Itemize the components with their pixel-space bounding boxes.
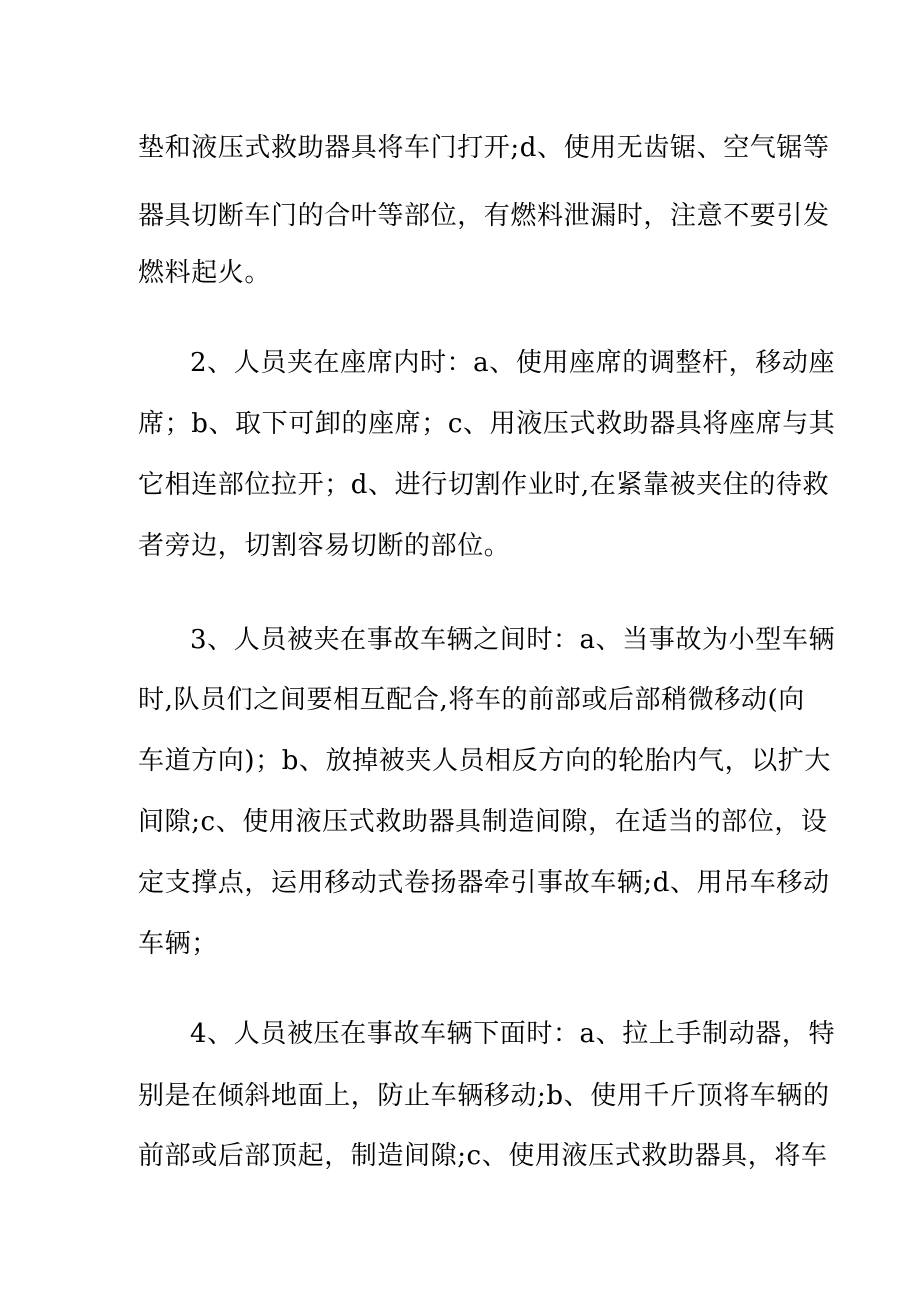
paragraph-3-line-3: 车道方向)；b、放掉被夹人员相反方向的轮胎内气，以扩大 <box>138 746 831 776</box>
paragraph-2-line-1: 2、人员夹在座席内时：a、使用座席的调整杆，移动座 <box>190 348 836 378</box>
paragraph-1-line-2: 器具切断车门的合叶等部位，有燃料泄漏时，注意不要引发 <box>138 201 830 231</box>
paragraph-3-line-1: 3、人员被夹在事故车辆之间时：a、当事故为小型车辆 <box>190 625 836 655</box>
paragraph-3-line-5: 定支撑点，运用移动式卷扬器牵引事故车辆;d、用吊车移动 <box>138 868 830 898</box>
paragraph-3-line-2: 时,队员们之间要相互配合,将车的前部或后部稍微移动(向 <box>138 685 805 715</box>
paragraph-3-line-4: 间隙;c、使用液压式救助器具制造间隙，在适当的部位，设 <box>138 807 828 837</box>
paragraph-4-line-2: 别是在倾斜地面上，防止车辆移动;b、使用千斤顶将车辆的 <box>138 1081 830 1111</box>
paragraph-1-line-1: 垫和液压式救助器具将车门打开;d、使用无齿锯、空气锯等 <box>138 133 830 163</box>
paragraph-2-line-3: 它相连部位拉开；d、进行切割作业时,在紧靠被夹住的待救 <box>138 470 830 500</box>
paragraph-4-line-1: 4、人员被压在事故车辆下面时：a、拉上手制动器，特 <box>190 1019 836 1049</box>
paragraph-4-line-3: 前部或后部顶起，制造间隙;c、使用液压式救助器具，将车 <box>138 1141 828 1171</box>
paragraph-3-line-6: 车辆； <box>138 929 218 959</box>
paragraph-2-line-2: 席；b、取下可卸的座席；c、用液压式救助器具将座席与其 <box>138 409 836 439</box>
paragraph-2-line-4: 者旁边，切割容易切断的部位。 <box>138 531 511 561</box>
paragraph-1-line-3: 燃料起火。 <box>138 258 272 288</box>
